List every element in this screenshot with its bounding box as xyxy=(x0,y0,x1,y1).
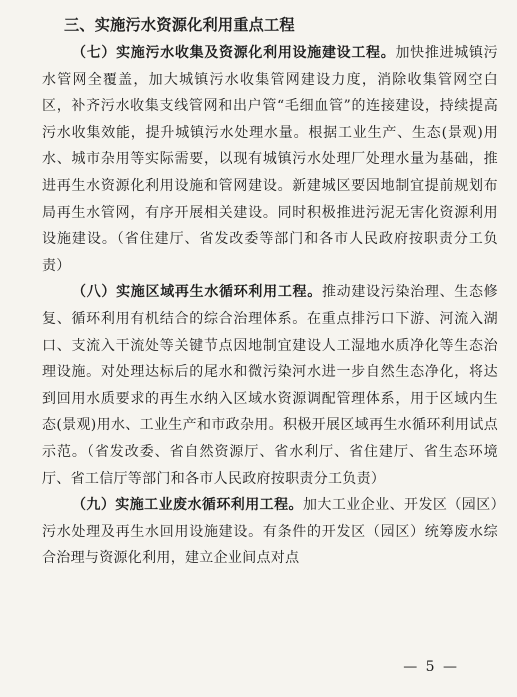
paragraph-7 xyxy=(42,40,498,279)
paragraph-7-lead: （七）实施污水收集及资源化利用设施建设工程。 xyxy=(72,45,396,61)
paragraph-8-lead: （八）实施区域再生水循环利用工程。 xyxy=(72,284,322,301)
paragraph-7-body: 加快推进城镇污水管网全覆盖，加大城镇污水收集管网建设力度，消除收集管网空白区，补齐污水收集支线管网和出户管“毛细血管”的连接建设，持续提高污水收集效能，提升城镇污水处理水量。根据工业生产、生态(景观)用水、城市杂用等实际需要，以现有城镇污水处理厂处理水量为基础，推进再生水资源化利用设施和管网建设。新建城区要因地制宜提前规划布局再生水管网，有序开展相关建设。同时积极推进污泥无害化资源利用设施建设。（省住建厅、省发改委等部门和各市人民政府按职责分工负责） xyxy=(42,45,498,274)
paragraph-9 xyxy=(42,492,498,572)
paragraph-8 xyxy=(42,279,498,492)
page-number: — 5 — xyxy=(403,659,459,675)
paragraph-8-body: 推动建设污染治理、生态修复、循环利用有机结合的综合治理体系。在重点排污口下游、河流入湖口、支流入干流处等关键节点因地制宜建设人工湿地水质净化等生态治理设施。对处理达标后的尾水和微污染河水进一步自然生态净化，将达到回用水质要求的再生水纳入区域水资源调配管理体系，用于区域内生态(景观)用水、工业生产和市政杂用。积极开展区域再生水循环利用试点示范。（省发改委、省自然资源厅、省水利厅、省住建厅、省生态环境厅、省工信厅等部门和各市人民政府按职责分工负责） xyxy=(42,284,498,487)
page-content xyxy=(42,14,498,572)
section-heading: 三、实施污水资源化利用重点工程 xyxy=(64,16,295,34)
paragraph-9-lead: （九）实施工业废水循环利用工程。 xyxy=(72,497,303,514)
paragraph-9-body: 加大工业企业、开发区（园区）污水处理及再生水回用设施建设。有条件的开发区（园区）统筹废水综合治理与资源化利用，建立企业间点对点 xyxy=(42,497,498,567)
